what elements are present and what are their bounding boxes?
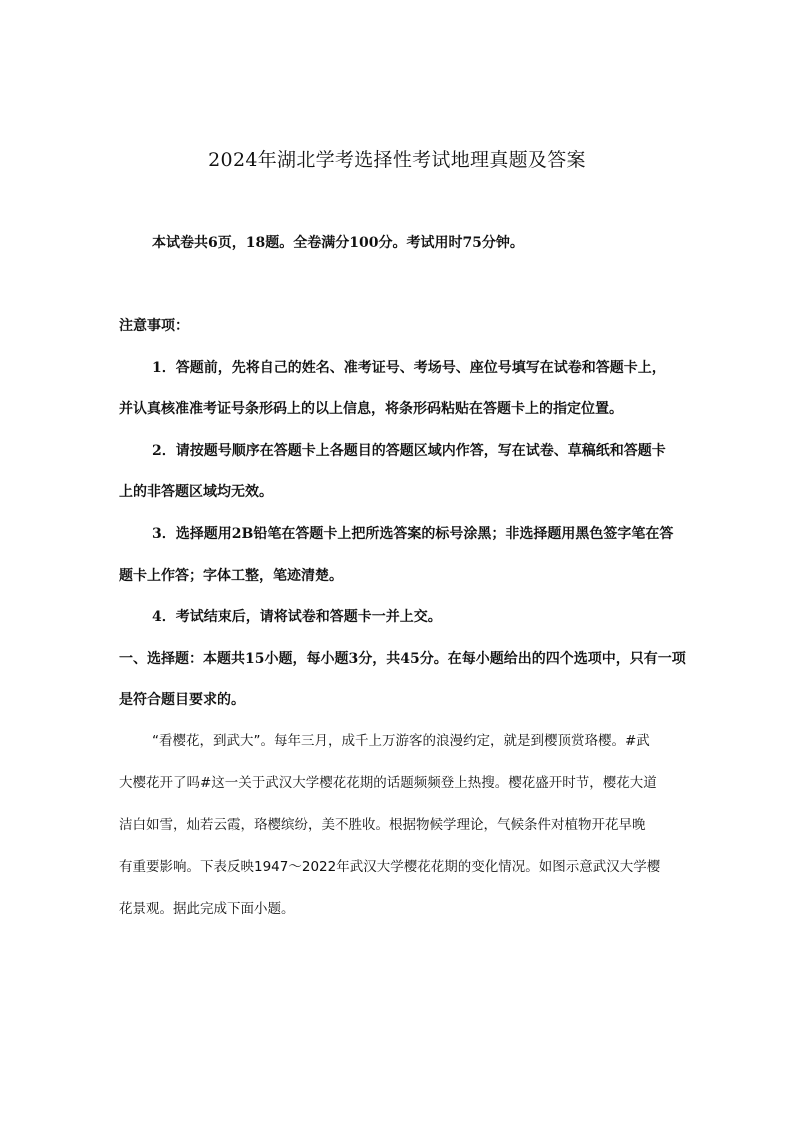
section-1-heading-line-2: 是符合题目要求的。 — [119, 692, 245, 708]
exam-intro: 本试卷共6页，18题。全卷满分100分。考试用时75分钟。 — [152, 235, 524, 251]
notice-item-2-line-1: 2．请按题号顺序在答题卡上各题目的答题区域内作答，写在试卷、草稿纸和答题卡 — [152, 443, 666, 459]
page-title: 2024年湖北学考选择性考试地理真题及答案 — [208, 149, 586, 171]
section-1-heading-line-1: 一、选择题：本题共15小题，每小题3分，共45分。在每小题给出的四个选项中，只有一项 — [119, 651, 686, 667]
passage-line-1: “看樱花，到武大”。每年三月，成千上万游客的浪漫约定，就是到樱顶赏珞樱。#武 — [152, 733, 650, 749]
notice-item-4: 4．考试结束后，请将试卷和答题卡一并上交。 — [152, 609, 442, 625]
notice-item-1-line-2: 并认真核准准考证号条形码上的以上信息，将条形码粘贴在答题卡上的指定位置。 — [119, 401, 623, 417]
notice-item-3-line-1: 3．选择题用2B铅笔在答题卡上把所选答案的标号涂黑；非选择题用黑色签字笔在答 — [152, 526, 674, 542]
passage-line-2: 大樱花开了吗#这一关于武汉大学樱花花期的话题频频登上热搜。樱花盛开时节，樱花大道 — [119, 775, 657, 791]
passage-line-4: 有重要影响。下表反映1947～2022年武汉大学樱花花期的变化情况。如图示意武汉大学樱 — [119, 859, 661, 875]
notice-heading: 注意事项： — [119, 318, 189, 334]
passage-line-3: 洁白如雪，灿若云霞，珞樱缤纷，美不胜收。根据物候学理论，气候条件对植物开花早晚 — [119, 817, 646, 833]
notice-item-2-line-2: 上的非答题区域均无效。 — [119, 484, 273, 500]
passage-line-5: 花景观。据此完成下面小题。 — [119, 901, 295, 917]
notice-item-1-line-1: 1．答题前，先将自己的姓名、准考证号、考场号、座位号填写在试卷和答题卡上， — [152, 360, 666, 376]
notice-item-3-line-2: 题卡上作答；字体工整，笔迹清楚。 — [119, 568, 343, 584]
